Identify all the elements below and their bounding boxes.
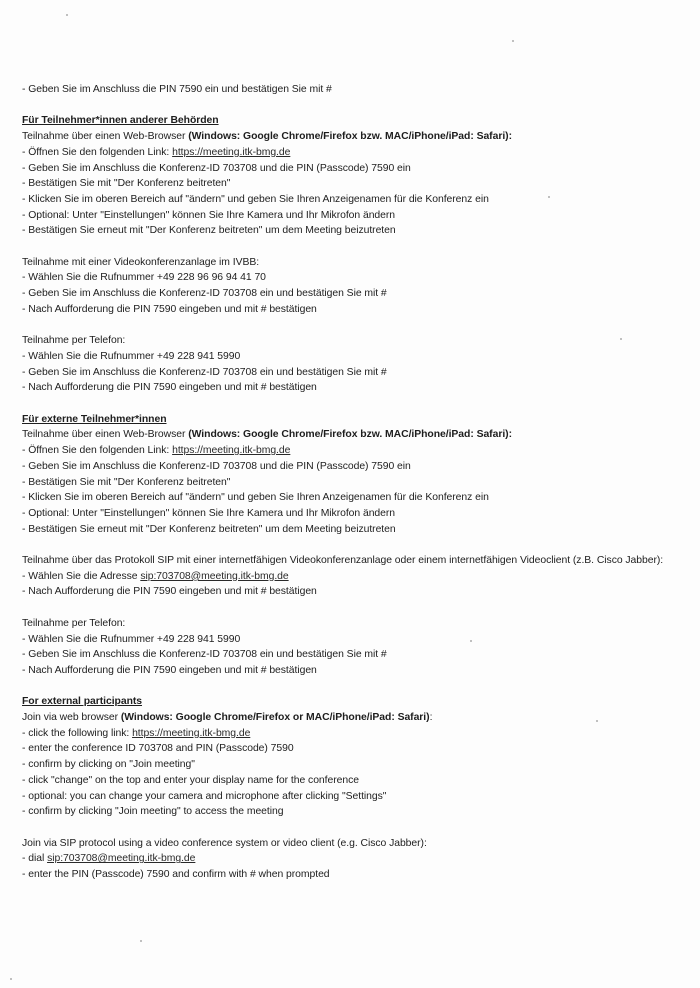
phone-intro: Teilnahme per Telefon: bbox=[22, 335, 126, 347]
meeting-link[interactable]: https://meeting.itk-bmg.de bbox=[132, 727, 251, 739]
step: - optional: you can change your camera and microphone after clicking "Settings" bbox=[22, 790, 387, 802]
ivbb-intro: Teilnahme mit einer Videokonferenzanlage im IVBB: bbox=[22, 256, 260, 268]
scan-speck bbox=[66, 14, 68, 16]
step: - click "change" on the top and enter your display name for the conference bbox=[22, 774, 359, 786]
section-heading: Für Teilnehmer*innen anderer Behörden bbox=[22, 115, 219, 127]
step: - Nach Aufforderung die PIN 7590 eingeben und mit # bestätigen bbox=[22, 664, 317, 676]
scan-speck bbox=[512, 40, 514, 42]
section-external-en bbox=[22, 694, 682, 882]
step: - Geben Sie im Anschluss die Konferenz-ID 703708 und die PIN (Passcode) 7590 ein bbox=[22, 460, 411, 472]
step: - Wählen Sie die Rufnummer +49 228 941 5990 bbox=[22, 633, 241, 645]
browser-intro: Teilnahme über einen Web-Browser (Windows: Google Chrome/Firefox bzw. MAC/iPhone/iPad: Safari): bbox=[22, 429, 512, 441]
step: - Klicken Sie im oberen Bereich auf "ändern" und geben Sie Ihren Anzeigenamen für die Konferenz ein bbox=[22, 193, 489, 205]
sip-address-link[interactable]: sip:703708@meeting.itk-bmg.de bbox=[47, 853, 196, 865]
browser-intro: Join via web browser (Windows: Google Chrome/Firefox or MAC/iPhone/iPad: Safari): bbox=[22, 712, 433, 724]
sip-address-link[interactable]: sip:703708@meeting.itk-bmg.de bbox=[140, 570, 289, 582]
section-heading: Für externe Teilnehmer*innen bbox=[22, 413, 167, 425]
open-link-step: - Öffnen Sie den folgenden Link: https://meeting.itk-bmg.de bbox=[22, 445, 291, 457]
step: - Bestätigen Sie mit "Der Konferenz beitreten" bbox=[22, 178, 231, 190]
document-page bbox=[22, 82, 682, 883]
step: - Nach Aufforderung die PIN 7590 eingeben und mit # bestätigen bbox=[22, 586, 317, 598]
step: - Optional: Unter "Einstellungen" können Sie Ihre Kamera und Ihr Mikrofon ändern bbox=[22, 209, 396, 221]
step: - Bestätigen Sie mit "Der Konferenz beitreten" bbox=[22, 476, 231, 488]
step: - Geben Sie im Anschluss die Konferenz-ID 703708 ein und bestätigen Sie mit # bbox=[22, 366, 387, 378]
section-other-authorities bbox=[22, 113, 682, 396]
phone-intro: Teilnahme per Telefon: bbox=[22, 617, 126, 629]
scan-speck bbox=[140, 940, 142, 942]
sip-intro: Join via SIP protocol using a video conference system or video client (e.g. Cisco Jabber): bbox=[22, 837, 427, 849]
section-external-de bbox=[22, 412, 682, 679]
step: - confirm by clicking on "Join meeting" bbox=[22, 759, 195, 771]
browser-intro: Teilnahme über einen Web-Browser (Windows: Google Chrome/Firefox bzw. MAC/iPhone/iPad: Safari): bbox=[22, 131, 512, 143]
step: - Bestätigen Sie erneut mit "Der Konferenz beitreten" um dem Meeting beizutreten bbox=[22, 523, 396, 535]
scan-speck bbox=[10, 978, 12, 980]
meeting-link[interactable]: https://meeting.itk-bmg.de bbox=[172, 146, 291, 158]
step: - confirm by clicking "Join meeting" to access the meeting bbox=[22, 806, 284, 818]
sip-address-step: - dial sip:703708@meeting.itk-bmg.de bbox=[22, 853, 196, 865]
meeting-link[interactable]: https://meeting.itk-bmg.de bbox=[172, 445, 291, 457]
step: - Klicken Sie im oberen Bereich auf "ändern" und geben Sie Ihren Anzeigenamen für die Konferenz ein bbox=[22, 492, 489, 504]
step: - enter the PIN (Passcode) 7590 and confirm with # when prompted bbox=[22, 869, 330, 881]
step: - Wählen Sie die Rufnummer +49 228 941 5990 bbox=[22, 350, 241, 362]
pin-instruction: - Geben Sie im Anschluss die PIN 7590 ein und bestätigen Sie mit # bbox=[22, 84, 332, 95]
open-link-step: - Öffnen Sie den folgenden Link: https://meeting.itk-bmg.de bbox=[22, 146, 291, 158]
step: - Bestätigen Sie erneut mit "Der Konferenz beitreten" um dem Meeting beizutreten bbox=[22, 225, 396, 237]
sip-address-step: - Wählen Sie die Adresse sip:703708@meeting.itk-bmg.de bbox=[22, 570, 289, 582]
step: - Geben Sie im Anschluss die Konferenz-ID 703708 und die PIN (Passcode) 7590 ein bbox=[22, 162, 411, 174]
step: - Nach Aufforderung die PIN 7590 eingeben und mit # bestätigen bbox=[22, 303, 317, 315]
step: - enter the conference ID 703708 and PIN (Passcode) 7590 bbox=[22, 743, 294, 755]
step: - Nach Aufforderung die PIN 7590 eingeben und mit # bestätigen bbox=[22, 382, 317, 394]
step: - Wählen Sie die Rufnummer +49 228 96 96 94 41 70 bbox=[22, 272, 266, 284]
step: - Geben Sie im Anschluss die Konferenz-ID 703708 ein und bestätigen Sie mit # bbox=[22, 288, 387, 300]
section-heading: For external participants bbox=[22, 696, 143, 708]
step: - Optional: Unter "Einstellungen" können Sie Ihre Kamera und Ihr Mikrofon ändern bbox=[22, 507, 396, 519]
sip-intro: Teilnahme über das Protokoll SIP mit einer internetfähigen Videokonferenzanlage oder einem internetfähigen Videoclient (z.B. Cisco Jabber): bbox=[22, 555, 664, 567]
step: - Geben Sie im Anschluss die Konferenz-ID 703708 ein und bestätigen Sie mit # bbox=[22, 649, 387, 661]
open-link-step: - click the following link: https://meeting.itk-bmg.de bbox=[22, 727, 251, 739]
